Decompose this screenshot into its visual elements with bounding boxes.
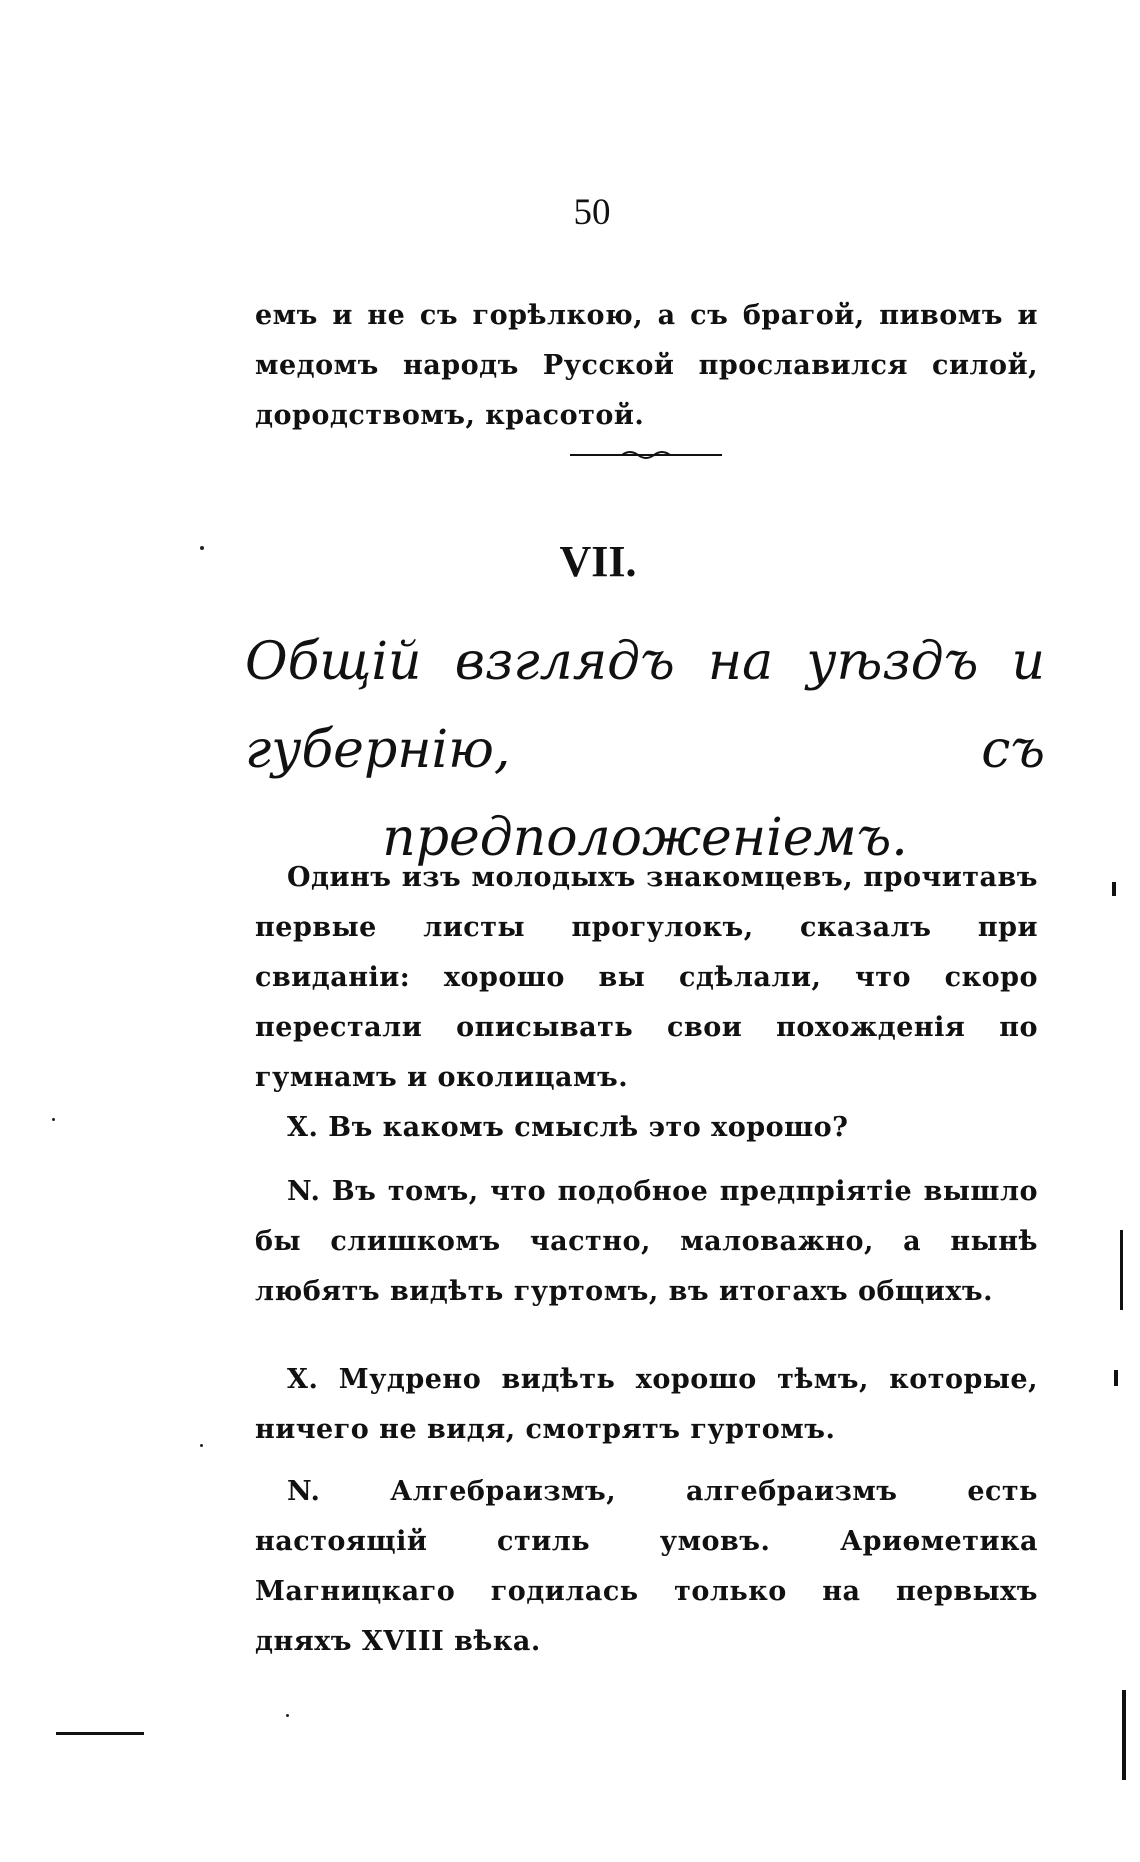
scan-speck [200,1444,203,1447]
chapter-title: Общій взглядъ на уѣздъ и губернію, съ предположеніемъ. [245,632,1045,868]
page-number: 50 [573,192,611,233]
paragraph-3: N. Въ томъ, что подобное предпріятіе вышло бы слишкомъ частно, маловажно, а нынѣ любятъ видѣть гуртомъ, въ итогахъ общихъ. [255,1176,1038,1307]
scan-edge-mark [56,1732,144,1735]
scan-edge-mark [1120,1230,1123,1310]
scan-speck [286,1714,289,1717]
scan-edge-mark [1112,882,1116,896]
paragraph-5: N. Алгебраизмъ, алгебраизмъ есть настоящій стиль умовъ. Ариѳметика Магницкаго годилась только на первыхъ дняхъ XVIII вѣка. [255,1476,1038,1657]
ornamental-divider [570,448,722,462]
scan-speck [52,1118,55,1121]
scan-edge-mark [1114,1370,1118,1386]
paragraph-1: Одинъ изъ молодыхъ знакомцевъ, прочитавъ первые листы прогулокъ, сказалъ при свиданіи: хорошо вы сдѣлали, что скоро перестали описывать свои похожденія по гумнамъ и околицамъ. [255,862,1038,1093]
scan-edge-mark [1122,1690,1126,1780]
paragraph-4: X. Мудрено видѣть хорошо тѣмъ, которые, ничего не видя, смотрятъ гуртомъ. [255,1364,1038,1445]
chapter-number: VII. [559,537,637,586]
paragraph-2: X. Въ какомъ смыслѣ это хорошо? [287,1112,849,1143]
scan-speck [200,546,204,550]
continuation-paragraph: емъ и не съ горѣлкою, а съ брагой, пивомъ и медомъ народъ Русской прославился силой, дородствомъ, красотой. [255,300,1038,431]
